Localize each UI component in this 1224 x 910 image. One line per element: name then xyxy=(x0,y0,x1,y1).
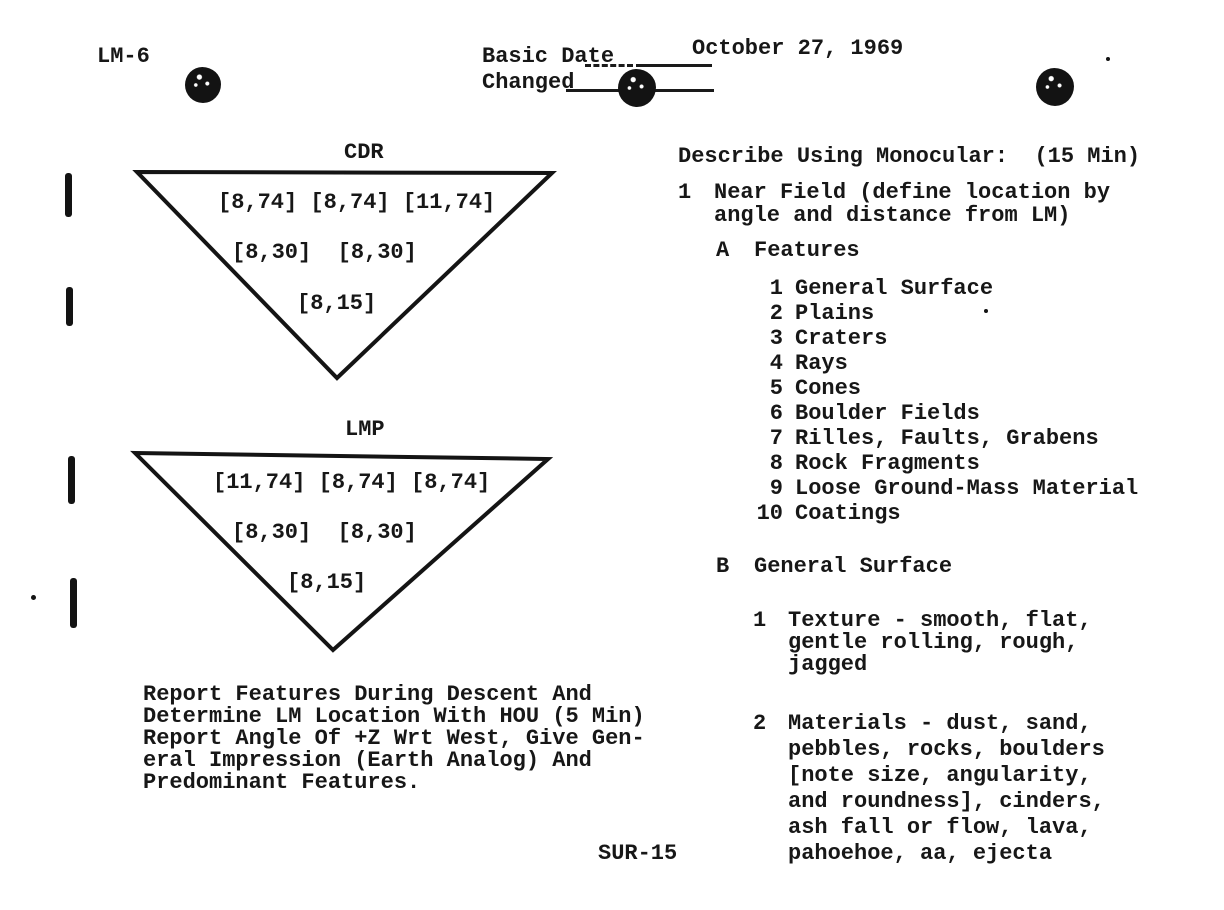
feature-number: 2 xyxy=(769,301,783,326)
feature-label: Plains xyxy=(795,301,875,326)
materials-line: Materials - dust, sand, xyxy=(788,711,1092,736)
feature-label: Coatings xyxy=(795,501,901,526)
texture-line: Texture - smooth, flat, xyxy=(788,608,1092,633)
materials-line: [note size, angularity, xyxy=(788,763,1092,788)
feature-label: Rays xyxy=(795,351,848,376)
basic-date-value: October 27, 1969 xyxy=(692,36,904,61)
describe-heading: Describe Using Monocular: (15 Min) xyxy=(678,144,1141,169)
feature-label: Loose Ground-Mass Material xyxy=(795,476,1139,501)
feature-number: 6 xyxy=(769,401,783,426)
feature-number: 5 xyxy=(769,376,783,401)
basic-date-label: Basic Date xyxy=(482,44,615,69)
materials-item-number: 2 xyxy=(753,711,767,736)
near-field-number: 1 xyxy=(678,180,692,205)
binder-mark-3 xyxy=(68,456,75,504)
scan-speck-1 xyxy=(31,595,36,600)
feature-number: 8 xyxy=(769,451,783,476)
materials-line: pahoehoe, aa, ejecta xyxy=(788,841,1053,866)
feature-label: General Surface xyxy=(795,276,994,301)
cdr-row: [8,15] xyxy=(297,291,377,316)
binder-mark-4 xyxy=(70,578,77,628)
feature-number: 7 xyxy=(769,426,783,451)
hole-punch-center xyxy=(618,69,656,107)
cdr-row: [8,74] [8,74] [11,74] xyxy=(218,190,496,215)
lmp-row: [8,30] [8,30] xyxy=(232,520,417,545)
cdr-title: CDR xyxy=(344,140,384,165)
basic-date-underline-dashes xyxy=(585,64,633,67)
texture-line: gentle rolling, rough, xyxy=(788,630,1079,655)
descent-note-line: eral Impression (Earth Analog) And xyxy=(143,748,592,773)
changed-label: Changed xyxy=(482,70,575,95)
binder-mark-1 xyxy=(65,173,72,217)
section-a-letter: A xyxy=(716,238,730,263)
hole-punch-left xyxy=(185,67,221,103)
materials-line: and roundness], cinders, xyxy=(788,789,1105,814)
hole-punch-right xyxy=(1036,68,1074,106)
feature-label: Boulder Fields xyxy=(795,401,980,426)
texture-line: jagged xyxy=(788,652,868,677)
feature-label: Rock Fragments xyxy=(795,451,980,476)
binder-mark-2 xyxy=(66,287,73,326)
page-code: SUR-15 xyxy=(598,841,678,866)
materials-line: pebbles, rocks, boulders xyxy=(788,737,1105,762)
descent-note-line: Predominant Features. xyxy=(143,770,421,795)
cdr-row: [8,30] [8,30] xyxy=(232,240,417,265)
texture-item-number: 1 xyxy=(753,608,767,633)
basic-date-underline xyxy=(636,64,712,67)
lmp-title: LMP xyxy=(345,417,385,442)
descent-note-line: Determine LM Location With HOU (5 Min) xyxy=(143,704,645,729)
feature-number: 4 xyxy=(769,351,783,376)
feature-label: Rilles, Faults, Grabens xyxy=(795,426,1099,451)
doc-code: LM-6 xyxy=(97,44,150,69)
section-a-title: Features xyxy=(754,238,860,263)
feature-number: 1 xyxy=(769,276,783,301)
feature-number: 10 xyxy=(756,501,783,526)
near-field-line: Near Field (define location by xyxy=(714,180,1111,205)
feature-label: Craters xyxy=(795,326,888,351)
materials-line: ash fall or flow, lava, xyxy=(788,815,1092,840)
descent-note-line: Report Features During Descent And xyxy=(143,682,592,707)
lmp-row: [8,15] xyxy=(287,570,367,595)
feature-label: Cones xyxy=(795,376,862,401)
section-b-letter: B xyxy=(716,554,730,579)
feature-number: 3 xyxy=(769,326,783,351)
scan-speck-2 xyxy=(1106,57,1110,61)
descent-note-line: Report Angle Of +Z Wrt West, Give Gen- xyxy=(143,726,645,751)
scan-speck-3 xyxy=(984,309,988,313)
near-field-line: angle and distance from LM) xyxy=(714,203,1071,228)
feature-number: 9 xyxy=(769,476,783,501)
section-b-title: General Surface xyxy=(754,554,953,579)
lmp-row: [11,74] [8,74] [8,74] xyxy=(213,470,491,495)
